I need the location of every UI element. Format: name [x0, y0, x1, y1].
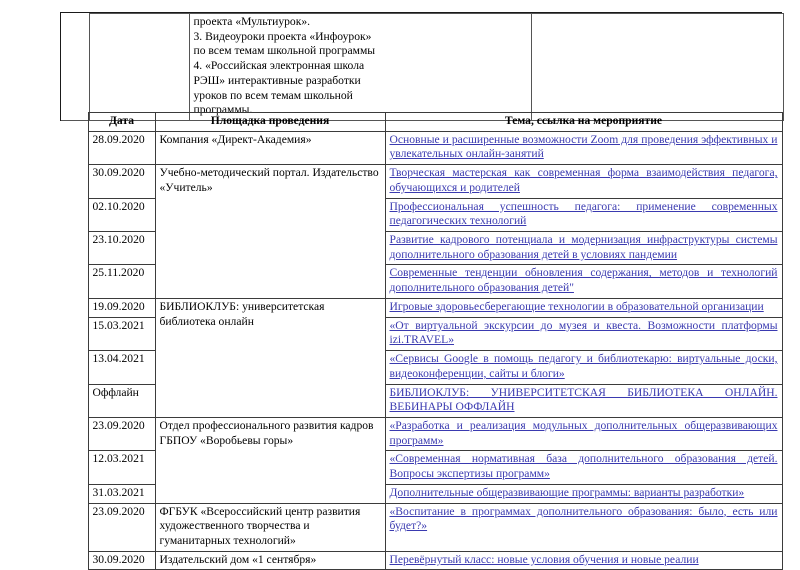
cell-date: 25.11.2020 [88, 265, 155, 298]
event-link[interactable]: «Разработка и реализация модульных дополнительных общеразвивающих программ» [389, 418, 778, 447]
continuation-text-cell [189, 14, 531, 121]
cell-topic [385, 232, 782, 265]
table-row [60, 165, 782, 198]
margin-cell [60, 503, 88, 551]
table-row [60, 131, 782, 164]
table-row [60, 503, 782, 551]
table-row [60, 298, 782, 317]
margin-cell [60, 113, 88, 132]
margin-cell [60, 317, 88, 350]
continuation-line-4: 4. «Российская электронная школа [193, 59, 365, 73]
event-link[interactable]: Игровые здоровьесберегающие технологии в образовательной организации [389, 299, 764, 313]
margin-cell [60, 198, 88, 231]
cell-date: 30.09.2020 [88, 165, 155, 198]
cell-date: 31.03.2021 [88, 484, 155, 503]
cell-date: 28.09.2020 [88, 131, 155, 164]
event-link[interactable]: БИБЛИОКЛУБ: УНИВЕРСИТЕТСКАЯ БИБЛИОТЕКА ОНЛАЙН. ВЕБИНАРЫ ОФФЛАЙН [389, 385, 778, 414]
table-row [61, 14, 783, 121]
cell-topic [385, 484, 782, 503]
cell-date: 23.09.2020 [88, 503, 155, 551]
event-link[interactable]: Творческая мастерская как современная форма взаимодействия педагога, обучающихся и родителей [389, 166, 778, 194]
cell-date: 15.03.2021 [88, 317, 155, 350]
continuation-topic-empty-cell [531, 14, 783, 121]
margin-cell [61, 14, 89, 121]
column-header-venue: Площадка проведения [155, 113, 385, 132]
cell-date: 23.10.2020 [88, 232, 155, 265]
event-link[interactable]: Профессиональная успешность педагога: применение современных педагогических технологий [389, 199, 778, 228]
column-header-date: Дата [88, 113, 155, 132]
margin-cell [60, 551, 88, 570]
cell-topic [385, 503, 782, 551]
event-link[interactable]: «Современная нормативная база дополнительного образования детей. Вопросы экспертизы программ» [389, 452, 778, 481]
cell-date: 19.09.2020 [88, 298, 155, 317]
cell-venue: БИБЛИОКЛУБ: университетская библиотека онлайн [155, 298, 385, 417]
events-table [60, 112, 783, 570]
margin-cell [60, 265, 88, 298]
table-continuation-block [60, 12, 782, 121]
continuation-line-6: уроков по всем темам школьной [193, 88, 353, 102]
cell-venue: Издательский дом «1 сентября» [155, 551, 385, 570]
cell-topic [385, 351, 782, 384]
continuation-empty-cell [89, 14, 189, 121]
cell-topic [385, 384, 782, 417]
table-header-row [60, 113, 782, 132]
event-link[interactable]: Современные тенденции обновления содержания, методов и технологий дополнительного образования детей" [389, 266, 778, 295]
cell-topic [385, 131, 782, 164]
cell-venue: Отдел профессионального развития кадров ГБПОУ «Воробьевы горы» [155, 417, 385, 503]
cell-topic [385, 298, 782, 317]
margin-cell [60, 131, 88, 164]
cell-topic [385, 417, 782, 450]
event-link[interactable]: «От виртуальной экскурсии до музея и квеста. Возможности платформы izi.TRAVEL» [389, 318, 778, 347]
table-row [60, 551, 782, 570]
event-link[interactable]: «Сервисы Google в помощь педагогу и библиотекарю: виртуальные доски, видеоконференции, сайты и блоги» [389, 352, 778, 380]
cell-date: 30.09.2020 [88, 551, 155, 570]
margin-cell [60, 351, 88, 384]
cell-date: 23.09.2020 [88, 417, 155, 450]
margin-cell [60, 384, 88, 417]
event-link[interactable]: Дополнительные общеразвивающие программы: варианты разработки» [389, 485, 745, 499]
cell-venue: Учебно-методический портал. Издательство «Учитель» [155, 165, 385, 299]
cell-date: 02.10.2020 [88, 198, 155, 231]
cell-date: 12.03.2021 [88, 451, 155, 484]
continuation-line-7: программы. [193, 103, 253, 117]
event-link[interactable]: «Воспитание в программах дополнительного образования: было, есть или будет?» [389, 504, 778, 533]
margin-cell [60, 165, 88, 198]
continuation-line-1: проекта «Мультиурок». [193, 15, 311, 28]
margin-cell [60, 298, 88, 317]
cell-date: 13.04.2021 [88, 351, 155, 384]
continuation-table [61, 13, 784, 121]
continuation-line-5: РЭШ» интерактивные разработки [193, 73, 361, 87]
event-link[interactable]: Основные и расширенные возможности Zoom для проведения эффективных и увлекательных онлайн-занятий [389, 132, 778, 161]
margin-cell [60, 451, 88, 484]
cell-topic [385, 317, 782, 350]
event-link[interactable]: Перевёрнутый класс: новые условия обучения и новые реалии [389, 552, 699, 566]
margin-cell [60, 417, 88, 450]
continuation-line-2: 3. Видеоуроки проекта «Инфоурок» [193, 29, 372, 43]
column-header-topic: Тема, ссылка на мероприятие [385, 113, 782, 132]
cell-venue: ФГБУК «Всероссийский центр развития художественного творчества и гуманитарных технологий» [155, 503, 385, 551]
cell-topic [385, 451, 782, 484]
continuation-line-3: по всем темам школьной программы [193, 44, 376, 58]
cell-topic [385, 265, 782, 298]
event-link[interactable]: Развитие кадрового потенциала и модернизация инфраструктуры системы дополнительного образования детей в условиях пандемии [389, 233, 778, 261]
cell-topic [385, 551, 782, 570]
cell-topic [385, 198, 782, 231]
table-row [60, 417, 782, 450]
cell-topic [385, 165, 782, 198]
cell-venue: Компания «Директ-Академия» [155, 131, 385, 164]
margin-cell [60, 232, 88, 265]
events-table-block [60, 112, 782, 570]
cell-date: Оффлайн [88, 384, 155, 417]
margin-cell [60, 484, 88, 503]
